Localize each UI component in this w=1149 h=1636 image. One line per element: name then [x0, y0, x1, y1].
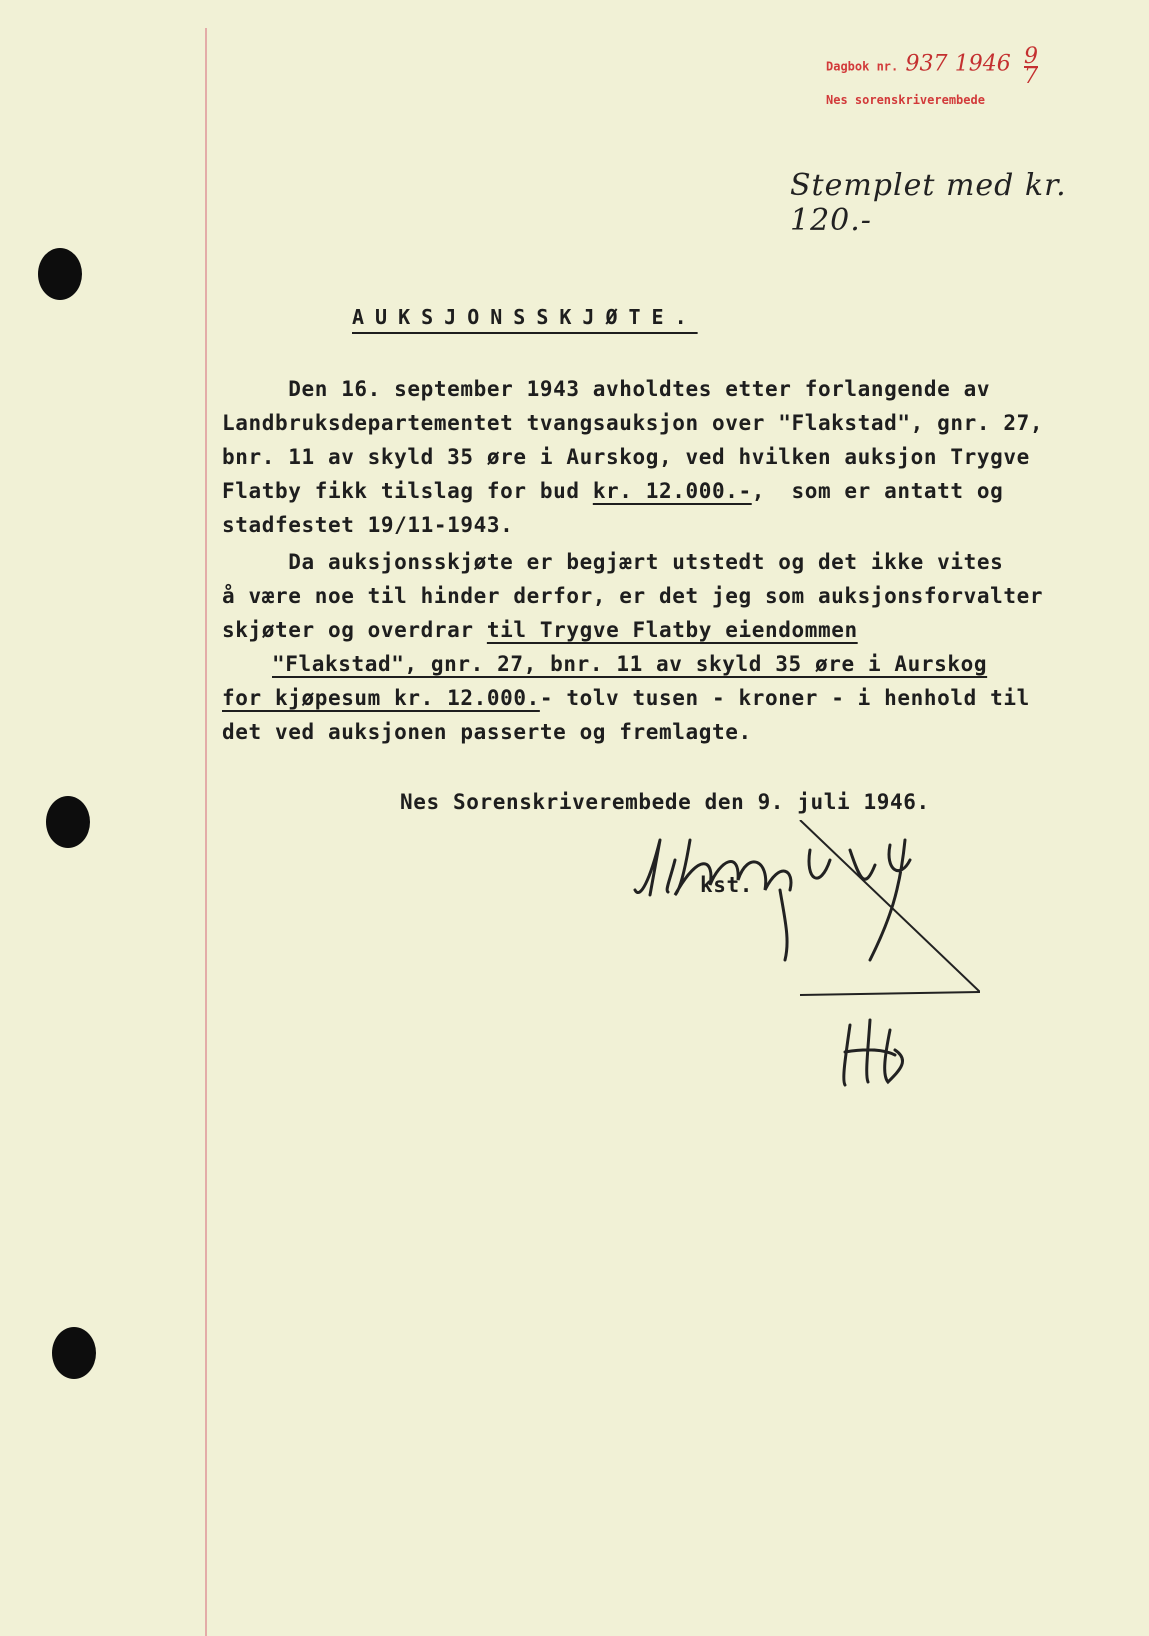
stamp-date: [1023, 44, 1038, 89]
bid-suffix: , som er antatt og: [751, 479, 1004, 503]
p2-line5-underlined: for kjøpesum kr. 12.000.: [222, 686, 540, 710]
p1-line: Den 16. september 1943 avholdtes etter forlangende av: [222, 377, 991, 401]
stamp-number: 937: [905, 51, 948, 77]
signature-image: [620, 820, 980, 1120]
p2-line: [222, 647, 1082, 681]
margin-line: [205, 28, 207, 1636]
punch-hole: [38, 248, 82, 300]
p2-line: Da auksjonsskjøte er begjært utstedt og det ikke vites: [222, 550, 1004, 574]
p1-line: bnr. 11 av skyld 35 øre i Aurskog, ved hvilken auksjon Trygve: [222, 445, 1030, 469]
journal-stamp: [826, 44, 1038, 114]
p2-line: det ved auksjonen passerte og fremlagte.: [222, 720, 752, 744]
p2-line5-rest: - tolv tusen - kroner - i henhold til: [539, 686, 1030, 710]
stamp-label: Dagbok nr.: [826, 59, 899, 74]
p1-line-text: Flatby fikk tilslag for bud: [222, 479, 593, 503]
stamp-date-month: 7: [1023, 64, 1038, 89]
fee-note: Stemplet med kr. 120.-: [790, 168, 1067, 238]
kst-label: kst.: [700, 873, 753, 897]
p1-line: Landbruksdepartementet tvangsauksjon over "Flakstad", gnr. 27,: [222, 411, 1044, 435]
stamp-date-day: 9: [1023, 44, 1038, 69]
paragraph-1: [222, 372, 1082, 542]
p1-line: stadfestet 19/11-1943.: [222, 513, 514, 537]
p2-line4-underlined: "Flakstad", gnr. 27, bnr. 11 av skyld 35 øre i Aurskog: [272, 652, 988, 676]
stamp-year: 1946: [954, 51, 1011, 77]
bid-amount: kr. 12.000.-: [592, 479, 752, 503]
stamp-office: Nes sorenskriverembede: [826, 93, 985, 107]
place-date: Nes Sorenskriverembede den 9. juli 1946.: [400, 790, 930, 814]
p2-line: [222, 613, 1082, 647]
p2-line: å være noe til hinder derfor, er det jeg som auksjonsforvalter: [222, 584, 1044, 608]
p2-line3-prefix: skjøter og overdrar: [222, 618, 487, 642]
p2-line: [222, 681, 1082, 715]
punch-hole: [52, 1327, 96, 1379]
paragraph-2: [222, 545, 1082, 749]
p2-line3-underlined: til Trygve Flatby eiendommen: [486, 618, 858, 642]
document-title: AUKSJONSSKJØTE.: [352, 305, 698, 329]
punch-hole: [46, 796, 90, 848]
p1-line: [222, 474, 1082, 508]
